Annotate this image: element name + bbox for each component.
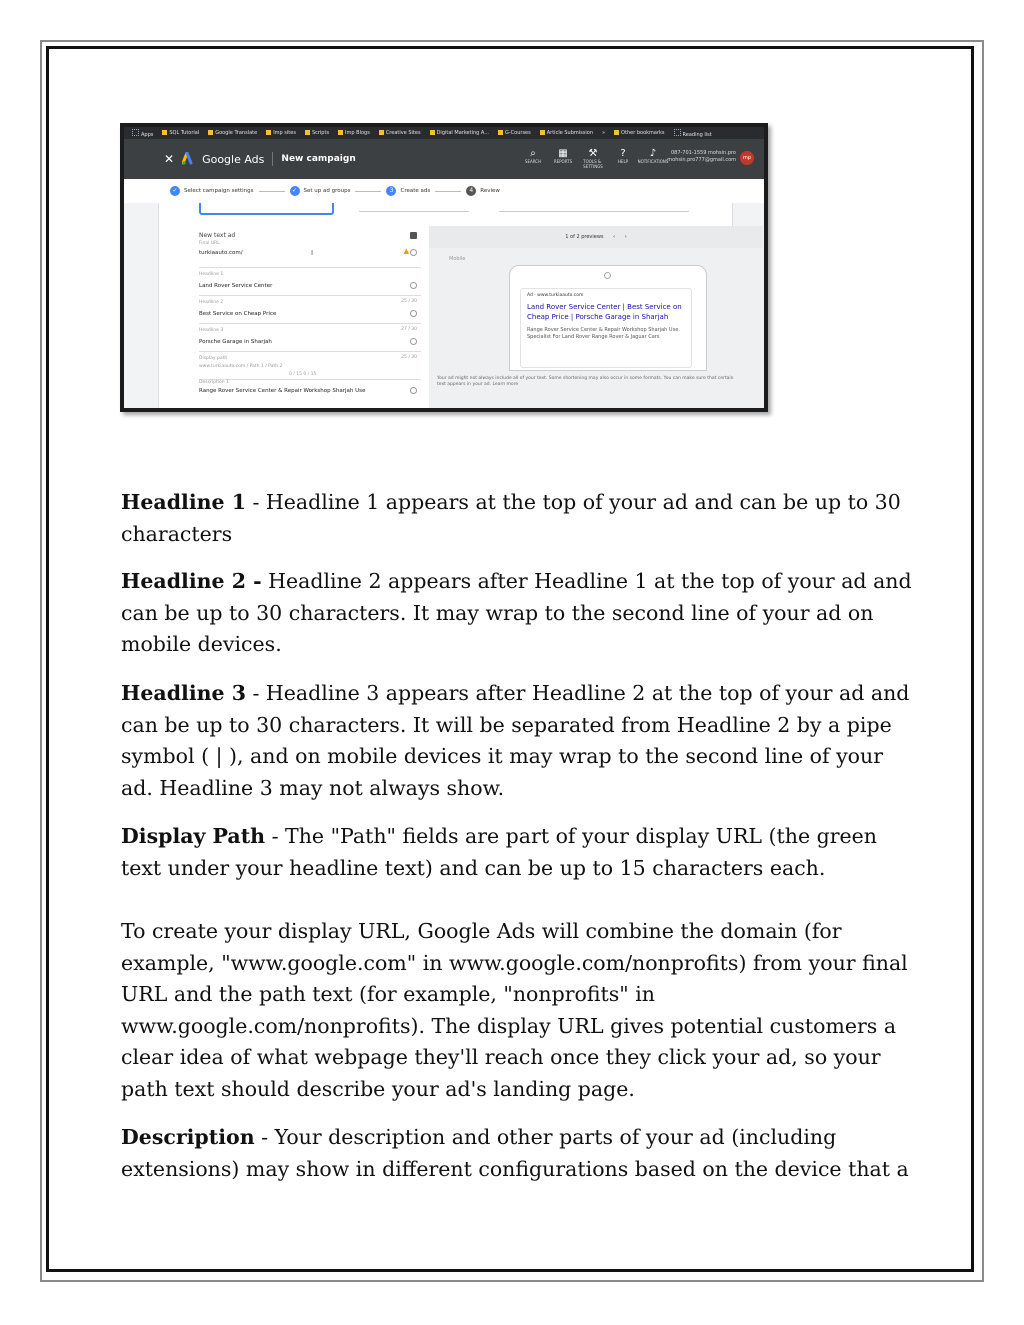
bookmark-item[interactable]: Other bookmarks	[614, 130, 664, 136]
step-connector	[435, 191, 461, 192]
collapse-icon[interactable]	[410, 232, 417, 239]
bookmark-item[interactable]: Reading list	[674, 129, 712, 138]
editor-area	[124, 203, 764, 408]
ad-editor-card	[158, 203, 733, 408]
headline-3-section	[121, 678, 921, 804]
reading-list-icon	[674, 129, 681, 136]
definition: - Headline 3 appears after Headline 2 at the top of your ad and can be up to 30 characters. It will be separated from Headline 2 by a pipe symbol ( | ), and on mobile devices it may wrap to the second line of your ad. Headline 3 may not always show.	[121, 681, 910, 800]
folder-icon	[498, 130, 503, 135]
bookmark-item[interactable]: Imp sites	[266, 130, 296, 136]
bookmark-item[interactable]: Apps	[132, 129, 153, 138]
warning-icon: ▲	[403, 247, 409, 255]
divider	[359, 211, 469, 212]
description-1-field[interactable]: Description 1 Range Rover Service Center & Repair Workshop Sharjah Use	[199, 380, 421, 407]
divider	[499, 211, 689, 212]
mobile-phone-frame	[509, 265, 707, 371]
step-connector	[355, 191, 381, 192]
step-number: 4	[466, 186, 476, 196]
ad-description: Range Rover Service Center & Repair Workshop Sharjah Use. Specialist For Land Rover Range Rover & Jaguar Cars	[527, 327, 680, 340]
definition: Headline 2 appears after Headline 1 at the top of your ad and can be up to 30 characters. It may wrap to the second line of your ad on mobile devices.	[121, 569, 912, 656]
brand-name: Google Ads	[202, 152, 265, 166]
ad-headline: Land Rover Service Center | Best Service on Cheap Price | Porsche Garage in Sharjah	[527, 303, 682, 321]
folder-icon	[430, 130, 435, 135]
bookmark-item[interactable]: Article Submission	[540, 130, 593, 136]
reports-icon: ▦	[558, 148, 568, 159]
folder-icon	[305, 130, 310, 135]
chevron-left-icon[interactable]: ‹	[613, 234, 616, 240]
headline-2-field[interactable]: Headline 2 25 / 30 Best Service on Cheap Price	[199, 296, 421, 324]
close-icon[interactable]: ✕	[164, 152, 175, 166]
term: Headline 2 -	[121, 569, 262, 593]
help-icon[interactable]	[410, 387, 417, 394]
term: Display Path	[121, 824, 266, 848]
bookmark-item[interactable]: Digital Marketing A...	[430, 130, 489, 136]
folder-icon	[208, 130, 213, 135]
google-ads-logo-icon	[182, 152, 196, 166]
help-icon[interactable]	[410, 249, 417, 256]
step-campaign-settings[interactable]: ✓ Select campaign settings	[170, 186, 254, 196]
wrench-icon: ⚒	[588, 148, 598, 159]
folder-icon	[266, 130, 271, 135]
headline-3-field[interactable]: Headline 3 27 / 30 Porsche Garage in Sharjah	[199, 324, 421, 352]
display-path-section	[121, 821, 921, 884]
final-url-field[interactable]: Final URL turkiaauto.com/ I ▲	[199, 240, 421, 268]
folder-icon	[162, 130, 167, 135]
header-tools	[524, 148, 669, 169]
headline-2-section	[121, 566, 921, 661]
text-ad-form	[199, 232, 421, 407]
headline-1-section	[121, 487, 921, 550]
preview-pager: 1 of 2 previews ‹ ›	[429, 226, 763, 248]
previous-input-box[interactable]	[199, 203, 334, 215]
campaign-stepper	[124, 179, 764, 204]
bookmark-item[interactable]: SQL Tutorial	[162, 130, 199, 136]
campaign-title: New campaign	[281, 154, 356, 164]
folder-icon	[540, 130, 545, 135]
bell-icon: ♪	[649, 148, 657, 159]
folder-icon	[338, 130, 343, 135]
tools-settings-button[interactable]: ⚒ TOOLS & SETTINGS	[583, 148, 603, 169]
help-button[interactable]: ? HELP	[617, 148, 629, 164]
bookmarks-bar	[124, 127, 764, 139]
step-review[interactable]: 4 Review	[466, 186, 500, 196]
help-icon[interactable]	[410, 282, 417, 289]
chevron-right-icon[interactable]: ›	[624, 234, 627, 240]
camera-icon	[604, 272, 611, 279]
account-info[interactable]: 087-701-1559 mohsin.pro mohsin.pro777@gmail.com	[667, 150, 736, 163]
bookmark-item[interactable]: Imp Blogs	[338, 130, 370, 136]
ad-preview-panel	[429, 226, 763, 408]
definition: - The "Path" fields are part of your display URL (the green text under your headline text) and can be up to 15 characters each.	[121, 824, 877, 880]
ads-header	[124, 139, 764, 179]
ad-preview-card	[520, 288, 692, 368]
help-icon[interactable]	[410, 338, 417, 345]
headline-1-field[interactable]: Headline 1 Land Rover Service Center	[199, 268, 421, 296]
step-number: 3	[386, 186, 396, 196]
google-ads-screenshot	[120, 123, 768, 412]
search-icon: ⌕	[530, 148, 536, 159]
term: Headline 3	[121, 681, 246, 705]
bookmark-item[interactable]: G-Courses	[498, 130, 531, 136]
step-ad-groups[interactable]: ✓ Set up ad groups	[290, 186, 351, 196]
help-icon[interactable]	[410, 310, 417, 317]
term: Headline 1	[121, 490, 246, 514]
ad-url: Ad · www.turkiaauto.com	[527, 293, 584, 298]
form-title: New text ad	[199, 232, 236, 239]
apps-icon	[132, 129, 139, 136]
folder-icon	[614, 130, 619, 135]
header-divider	[272, 152, 273, 166]
definition: - Your description and other parts of your ad (including extensions) may show in different configurations based on the device that a	[121, 1125, 909, 1181]
check-icon: ✓	[170, 186, 180, 196]
device-label: Mobile	[449, 256, 466, 262]
reports-button[interactable]: ▦ REPORTS	[553, 148, 573, 164]
folder-icon	[379, 130, 384, 135]
bookmarks-overflow[interactable]: »	[601, 130, 606, 136]
avatar[interactable]: mp	[740, 151, 754, 165]
bookmark-item[interactable]: Creative Sites	[379, 130, 421, 136]
search-button[interactable]: ⌕ SEARCH	[524, 148, 542, 164]
step-create-ads[interactable]: 3 Create ads	[386, 186, 430, 196]
bookmark-item[interactable]: Scripts	[305, 130, 329, 136]
check-icon: ✓	[290, 186, 300, 196]
definition: - Headline 1 appears at the top of your ad and can be up to 30 characters	[121, 490, 901, 546]
preview-note: Your ad might not always include all of your text. Some shortening may also occur in some formats. You can make sure that certain text appears in your ad. Learn more	[437, 376, 734, 387]
text-cursor-icon: I	[311, 249, 314, 257]
step-connector	[259, 191, 285, 192]
description-section	[121, 1122, 921, 1185]
term: Description	[121, 1125, 255, 1149]
bookmark-item[interactable]: Google Translate	[208, 130, 257, 136]
notifications-button[interactable]: ♪ NOTIFICATIONS	[637, 148, 669, 164]
help-icon: ?	[620, 148, 626, 159]
display-path-field[interactable]: Display path 25 / 30 www.turkiaauto.com / Path 1 / Path 2 0 / 15 0 / 15	[199, 352, 421, 380]
display-url-paragraph: To create your display URL, Google Ads will combine the domain (for example, "www.google.com" in www.google.com/nonprofits) from your final URL and the path text (for example, "nonprofits" in www.google.com/nonprofits). The display URL gives potential customers a clear idea of what webpage they'll reach once they click your ad, so your path text should describe your ad's landing page.	[121, 919, 908, 1101]
